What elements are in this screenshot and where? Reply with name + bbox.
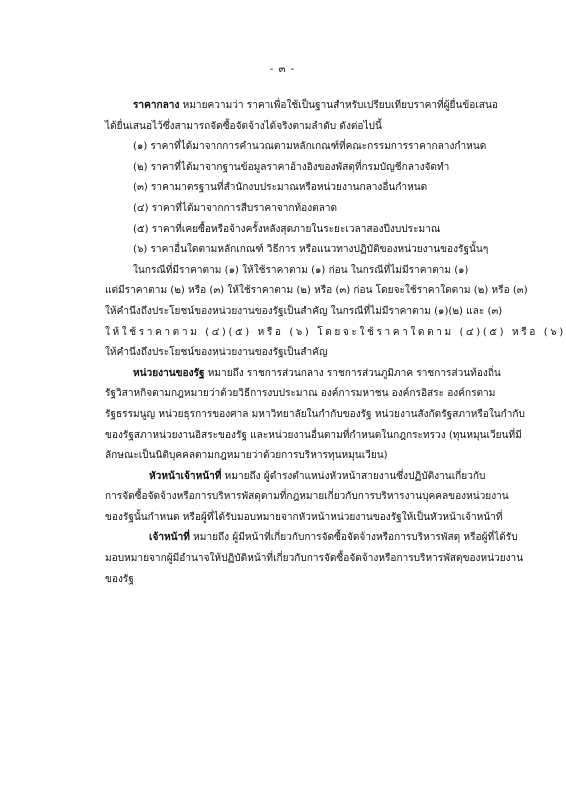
paragraph-line: ของรัฐสภาหน่วยงานอิสระของรัฐ และหน่วยงานอื่นตามที่กำหนดในกฎกระทรวง (ทุนหมุนเวียนที่มี <box>105 429 522 441</box>
page-number: - ๓ - <box>269 64 296 75</box>
definition-median-price <box>105 96 510 117</box>
term-median-price: ราคากลาง <box>133 100 180 111</box>
paragraph-line: ในกรณีที่มีราคาตาม (๑) ให้ใช้ราคาตาม (๑) ก่อน ในกรณีที่ไม่มีราคาตาม (๑) <box>133 264 469 276</box>
definition-text: หมายถึง ผู้ดำรงตำแหน่งหัวหน้าสายงานซึ่งปฏิบัติงานเกี่ยวกับ <box>224 470 486 482</box>
paragraph-line: ของรัฐ <box>105 573 134 585</box>
definition-text: หมายถึง ผู้มีหน้าที่เกี่ยวกับการจัดซื้อจัดจ้างหรือการบริหารพัสดุ หรือผู้ที่ได้รับ <box>193 532 518 544</box>
list-item: (๖) ราคาอื่นใดตามหลักเกณฑ์ วิธีการ หรือแนวทางปฏิบัติของหน่วยงานของรัฐนั้นๆ <box>133 244 489 256</box>
definition-state-agency <box>105 364 510 385</box>
list-item: (๓) ราคามาตรฐานที่สำนักงบประมาณหรือหน่วยงานกลางอื่นกำหนด <box>133 182 428 194</box>
paragraph-line: ของรัฐนั้นกำหนด หรือผู้ที่ได้รับมอบหมายจากหัวหน้าหน่วยงานของรัฐให้เป็นหัวหน้าเจ้าหน้าที่ <box>105 511 503 523</box>
definition-text: หมายถึง ราชการส่วนกลาง ราชการส่วนภูมิภาค ราชการส่วนท้องถิ่น <box>207 367 501 379</box>
term-head-officer: หัวหน้าเจ้าหน้าที่ <box>149 470 222 482</box>
list-item: (๕) ราคาที่เคยซื้อหรือจ้างครั้งหลังสุดภายในระยะเวลาสองปีงบประมาณ <box>133 223 441 235</box>
document-body <box>105 96 566 590</box>
definition-head-officer <box>105 467 510 488</box>
paragraph-line: รัฐธรรมนูญ หน่วยธุรการของศาล มหาวิทยาลัยในกำกับของรัฐ หน่วยงานสังกัดรัฐสภาหรือในกำกับ <box>105 408 525 420</box>
paragraph-line: แต่มีราคาตาม (๒) หรือ (๓) ให้ใช้ราคาตาม (๒) หรือ (๓) ก่อน โดยจะใช้ราคาใดตาม (๒) หรือ (๓) <box>105 285 528 297</box>
list-item: (๒) ราคาที่ได้มาจากฐานข้อมูลราคาอ้างอิงของพัสดุที่กรมบัญชีกลางจัดทำ <box>133 161 450 173</box>
definition-line: ได้ยื่นเสนอไว้ซึ่งสามารถจัดซื้อจัดจ้างได้จริงตามลำดับ ดังต่อไปนี้ <box>105 120 382 132</box>
list-item: (๔) ราคาที่ได้มาจากการสืบราคาจากท้องตลาด <box>133 202 338 214</box>
definition-text: หมายความว่า ราคาเพื่อใช้เป็นฐานสำหรับเปรียบเทียบราคาที่ผู้ยื่นข้อเสนอ <box>182 100 498 111</box>
paragraph-line: ให้คำนึงถึงประโยชน์ของหน่วยงานของรัฐเป็นสำคัญ ในกรณีที่ไม่มีราคาตาม (๑)(๒) และ (๓) <box>105 305 503 317</box>
term-officer: เจ้าหน้าที่ <box>149 532 190 544</box>
term-state-agency: หน่วยงานของรัฐ <box>133 367 205 379</box>
paragraph-line: รัฐวิสาหกิจตามกฎหมายว่าด้วยวิธีการงบประมาณ องค์การมหาชน องค์กรอิสระ องค์กรตาม <box>105 388 496 400</box>
paragraph-line: ให้คำนึงถึงประโยชน์ของหน่วยงานของรัฐเป็นสำคัญ <box>105 347 328 359</box>
list-item: (๑) ราคาที่ได้มาจากการคำนวณตามหลักเกณฑ์ที่คณะกรรมการราคากลางกำหนด <box>133 141 487 153</box>
paragraph-line: ลักษณะเป็นนิติบุคคลตามกฎหมายว่าด้วยการบริหารทุนหมุนเวียน) <box>105 450 388 462</box>
paragraph-line: การจัดซื้อจัดจ้างหรือการบริหารพัสดุตามที่กฎหมายเกี่ยวกับการบริหารงานบุคคลของหน่วยงาน <box>105 491 509 503</box>
paragraph-line: ให้ใช้ราคาตาม (๔)(๕) หรือ (๖) โดยจะใช้ราคาใดตาม (๔)(๕) หรือ (๖) <box>105 326 566 338</box>
paragraph-line: มอบหมายจากผู้มีอำนาจให้ปฏิบัติหน้าที่เกี่ยวกับการจัดซื้อจัดจ้างหรือการบริหารพัสดุของหน่วยงาน <box>105 553 524 565</box>
definition-officer <box>105 528 518 549</box>
